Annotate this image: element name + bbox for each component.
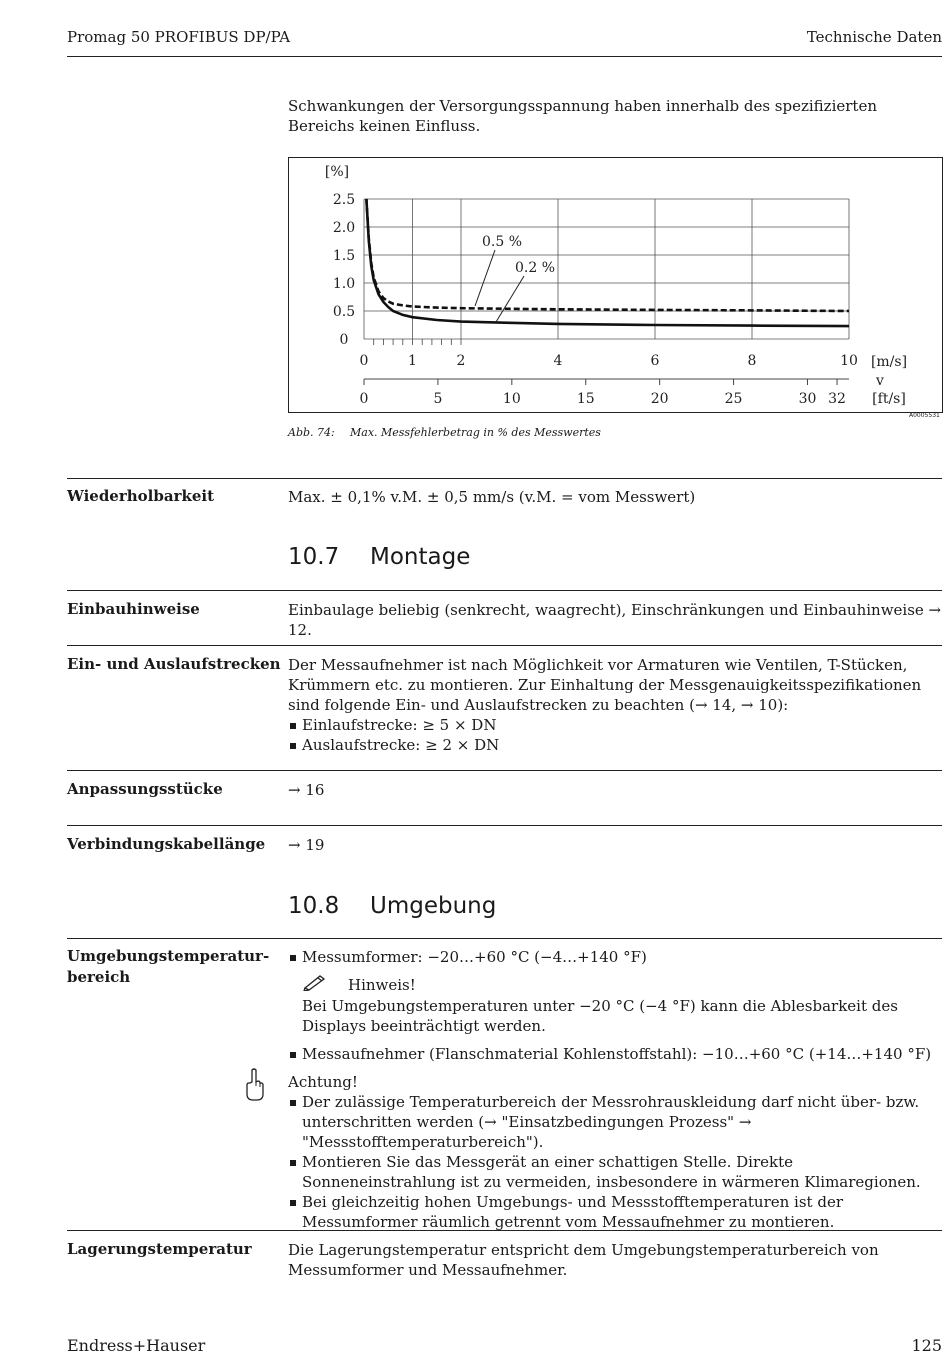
series-label-leader xyxy=(475,250,495,306)
section-rule xyxy=(67,770,942,771)
einaus-label: Ein- und Auslaufstrecken xyxy=(67,655,281,673)
umgebung-label xyxy=(67,946,269,988)
ft-tick-label: 20 xyxy=(650,391,669,407)
einaus-text: Der Messaufnehmer ist nach Möglichkeit vor Armaturen wie Ventilen, T-Stücken, Krümmern etc. zu montieren. Zur Einhaltung der Messgenauigkeitsspezifikationen sind folgende Ein- und Auslaufstrecken zu beachten (→ 14, → 10): xyxy=(288,656,922,714)
list-item: Montieren Sie das Messgerät an einer schattigen Stelle. Direkte Sonneneinstrahlung ist zu vermeiden, insbesondere in wärmeren Klimaregionen. xyxy=(288,1152,943,1192)
x-tick-label: 1 xyxy=(408,353,417,369)
list-item: Messaufnehmer (Flanschmaterial Kohlenstoffstahl): −10…+60 °C (+14…+140 °F) xyxy=(288,1044,943,1064)
figure-caption-number: Abb. 74: xyxy=(288,426,335,439)
umgebung-label-line: Umgebungstemperatur- xyxy=(67,947,270,965)
ft-tick-label: 0 xyxy=(359,391,369,407)
x-tick-label: 8 xyxy=(747,353,757,369)
note-header xyxy=(302,973,943,996)
y-tick-label: 1.5 xyxy=(332,248,356,264)
section-rule xyxy=(67,645,942,646)
ft-tick-label: 5 xyxy=(433,391,443,407)
series-label: 0.5 % xyxy=(481,234,523,250)
anpassung-text: → 16 xyxy=(288,781,325,799)
section-rule xyxy=(67,590,942,591)
ft-tick-label: 15 xyxy=(576,391,595,407)
x-tick-label: 10 xyxy=(840,353,858,369)
axis-symbol: v xyxy=(876,373,884,389)
wiederholbarkeit-label: Wiederholbarkeit xyxy=(67,487,215,505)
header-rule xyxy=(67,56,942,57)
y-axis-label: [%] xyxy=(324,164,350,180)
note-title: Hinweis! xyxy=(348,975,416,994)
umgebung-block xyxy=(288,947,943,1232)
kabel-text: → 19 xyxy=(288,836,325,854)
lagerung-text: Die Lagerungstemperatur entspricht dem Umgebungstemperaturbereich von Messumformer und Messaufnehmer. xyxy=(288,1241,879,1279)
note-box xyxy=(288,973,943,1036)
y-tick-label: 1.0 xyxy=(332,276,356,292)
section-title: Umgebung xyxy=(370,893,497,919)
einaus-list xyxy=(288,715,943,755)
umgebung-list xyxy=(288,1044,943,1064)
section-rule xyxy=(67,825,942,826)
y-tick-label: 2.0 xyxy=(332,220,356,236)
wiederholbarkeit-text: Max. ± 0,1% v.M. ± 0,5 mm/s (v.M. = vom Messwert) xyxy=(288,488,696,506)
x-tick-label: 2 xyxy=(456,353,466,369)
kabel-label: Verbindungskabellänge xyxy=(67,835,266,853)
einaus-block xyxy=(288,655,943,755)
einbau-label: Einbauhinweise xyxy=(67,600,200,618)
section-heading-umgebung xyxy=(288,893,496,919)
einbau-text: Einbaulage beliebig (senkrecht, waagrecht), Einschränkungen und Einbauhinweise → 12. xyxy=(288,601,942,639)
accuracy-chart xyxy=(289,158,942,412)
ft-tick-label: 25 xyxy=(724,391,743,407)
x-unit-label: [m/s] xyxy=(870,354,908,370)
pencil-icon xyxy=(302,973,328,996)
section-rule xyxy=(67,478,942,479)
note-text: Bei Umgebungstemperaturen unter −20 °C (−4 °F) kann die Ablesbarkeit des Displays beeinträchtigt werden. xyxy=(302,997,898,1035)
page-number: 125 xyxy=(911,1336,942,1355)
section-number: 10.8 xyxy=(288,893,340,919)
figure-caption xyxy=(288,426,601,439)
footer-brand: Endress+Hauser xyxy=(67,1336,206,1355)
section-rule xyxy=(67,1230,942,1231)
umgebung-label-line: bereich xyxy=(67,968,131,986)
list-item: Der zulässige Temperaturbereich der Messrohrauskleidung darf nicht über- bzw. unterschritten werden (→ "Einsatzbedingungen Prozess" → "Messstofftemperaturbereich"). xyxy=(288,1092,943,1152)
figure-id: A0005531 xyxy=(909,412,940,419)
umgebung-list xyxy=(288,947,943,967)
ft-tick-label: 30 xyxy=(798,391,817,407)
x-tick-label: 6 xyxy=(650,353,660,369)
ft-tick-label: 32 xyxy=(828,391,846,407)
y-tick-label: 2.5 xyxy=(332,192,356,208)
ft-tick-label: 10 xyxy=(502,391,521,407)
y-tick-label: 0 xyxy=(339,332,349,348)
y-tick-label: 0.5 xyxy=(332,304,356,320)
section-rule xyxy=(67,938,942,939)
caution-title: Achtung! xyxy=(288,1073,358,1091)
header-section: Technische Daten xyxy=(806,28,942,46)
lagerung-label: Lagerungstemperatur xyxy=(67,1240,252,1258)
header-title: Promag 50 PROFIBUS DP/PA xyxy=(67,28,291,46)
figure-box xyxy=(288,157,943,413)
section-number: 10.7 xyxy=(288,544,340,570)
list-item: Messumformer: −20…+60 °C (−4…+140 °F) xyxy=(288,947,943,967)
anpassung-label: Anpassungsstücke xyxy=(67,780,223,798)
x-tick-label: 4 xyxy=(553,353,563,369)
series-label: 0.2 % xyxy=(514,260,556,276)
series-line xyxy=(366,199,849,326)
caution-list xyxy=(288,1092,943,1232)
x-tick-label: 0 xyxy=(359,353,369,369)
hand-warning-icon xyxy=(244,1068,266,1106)
figure-caption-text: Max. Messfehlerbetrag in % des Messwertes xyxy=(350,426,601,439)
ft-unit-label: [ft/s] xyxy=(872,391,906,407)
list-item: Auslaufstrecke: ≥ 2 × DN xyxy=(288,735,943,755)
list-item: Bei gleichzeitig hohen Umgebungs- und Messstofftemperaturen ist der Messumformer räumlich getrennt vom Messaufnehmer zu montieren. xyxy=(288,1192,943,1232)
section-heading-montage xyxy=(288,544,470,570)
intro-text: Schwankungen der Versorgungsspannung haben innerhalb des spezifizierten Bereichs keinen Einfluss. xyxy=(288,97,877,135)
section-title: Montage xyxy=(370,544,471,570)
list-item: Einlaufstrecke: ≥ 5 × DN xyxy=(288,715,943,735)
